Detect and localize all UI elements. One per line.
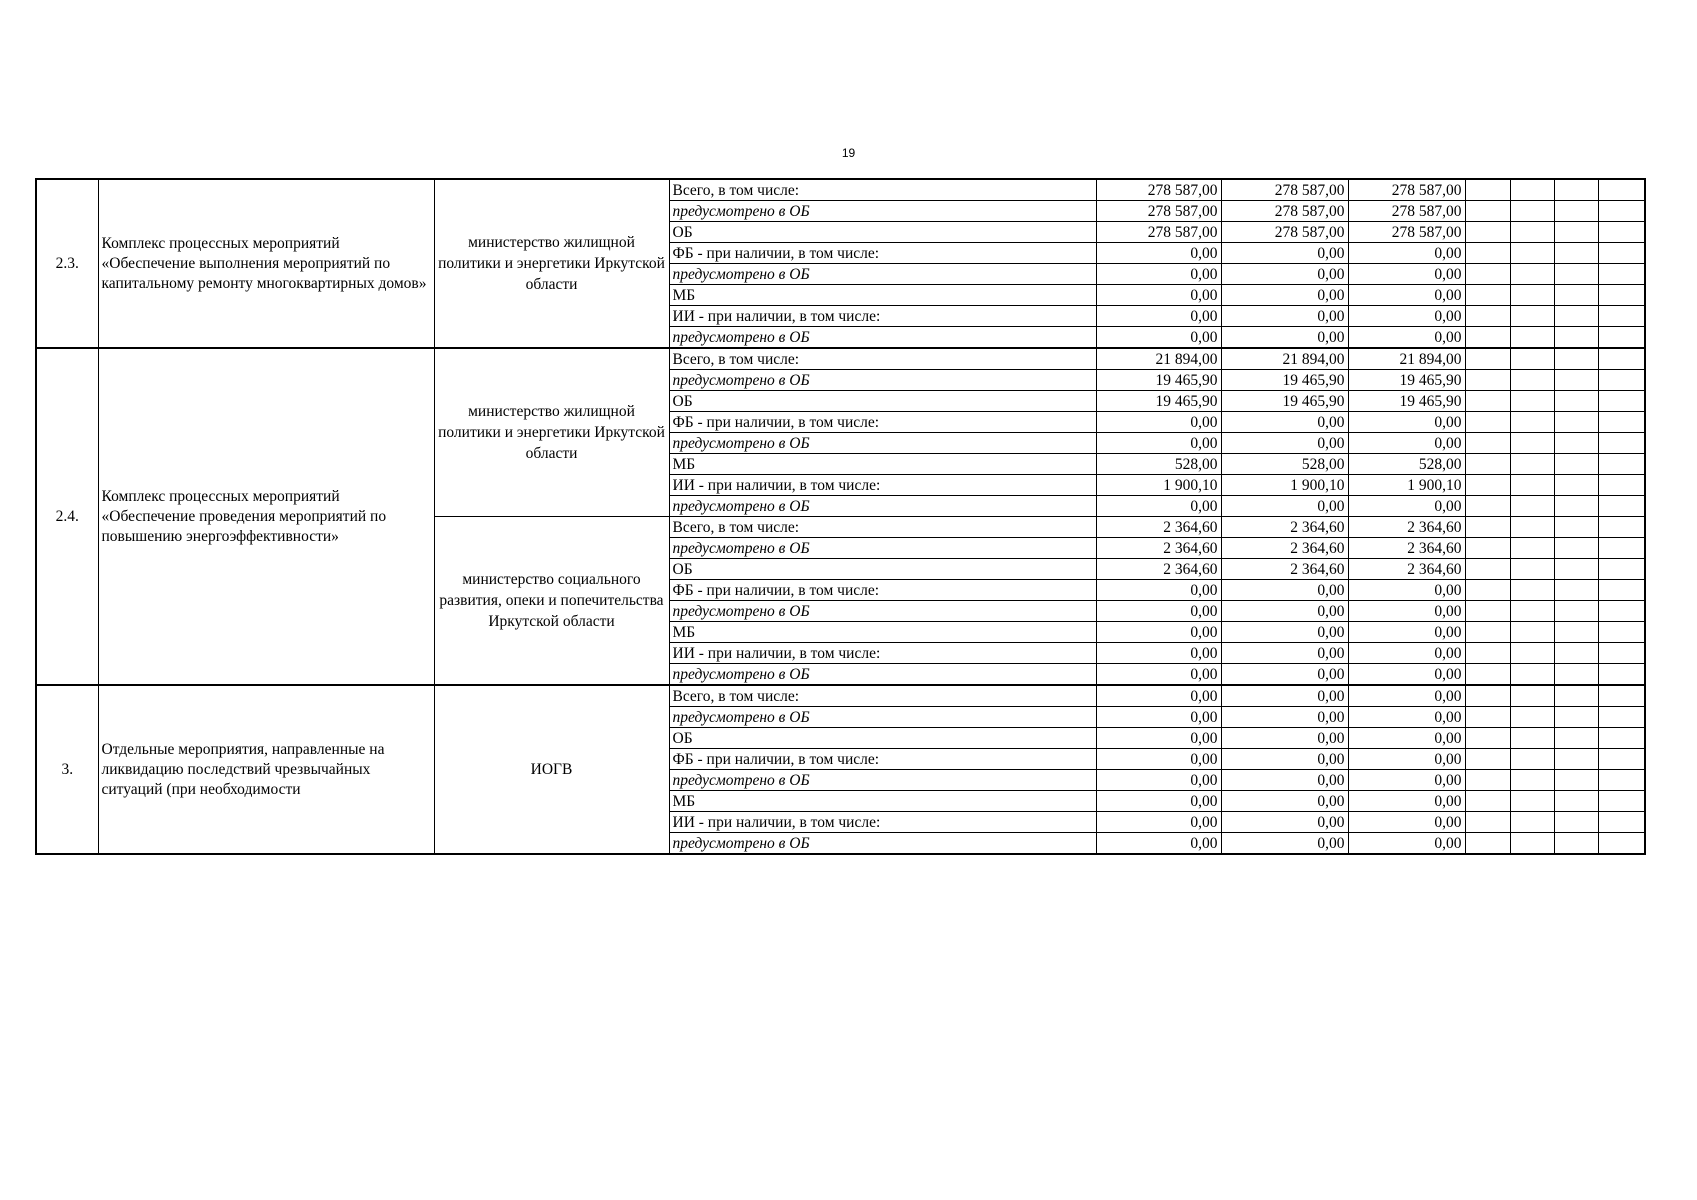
amount-cell: 0,00 [1096,327,1221,349]
empty-cell [1510,454,1554,475]
empty-cell [1598,643,1645,664]
amount-cell: 0,00 [1348,812,1465,833]
amount-cell: 0,00 [1221,685,1348,707]
budget-table [35,178,1646,855]
page-number: 19 [841,146,856,160]
empty-cell [1465,391,1510,412]
empty-cell [1554,348,1598,370]
empty-cell [1510,707,1554,728]
empty-cell [1510,580,1554,601]
amount-cell: 0,00 [1348,264,1465,285]
funding-source-label: предусмотрено в ОБ [669,770,1096,791]
empty-cell [1598,264,1645,285]
empty-cell [1465,749,1510,770]
empty-cell [1510,222,1554,243]
empty-cell [1554,601,1598,622]
funding-source-label: МБ [669,285,1096,306]
empty-cell [1554,664,1598,686]
amount-cell: 0,00 [1221,833,1348,855]
activity-name: Комплекс процессных мероприятий «Обеспечение выполнения мероприятий по капитальному ремонту многоквартирных домов» [98,179,434,348]
amount-cell: 21 894,00 [1221,348,1348,370]
funding-source-label: предусмотрено в ОБ [669,538,1096,559]
empty-cell [1598,285,1645,306]
amount-cell: 0,00 [1096,770,1221,791]
empty-cell [1554,201,1598,222]
empty-cell [1554,728,1598,749]
empty-cell [1510,179,1554,201]
empty-cell [1554,517,1598,538]
amount-cell: 0,00 [1096,643,1221,664]
funding-source-label: ОБ [669,559,1096,580]
funding-source-label: МБ [669,622,1096,643]
empty-cell [1598,664,1645,686]
empty-cell [1554,391,1598,412]
empty-cell [1598,770,1645,791]
amount-cell: 21 894,00 [1096,348,1221,370]
amount-cell: 0,00 [1221,264,1348,285]
amount-cell: 528,00 [1221,454,1348,475]
empty-cell [1598,622,1645,643]
amount-cell: 2 364,60 [1348,538,1465,559]
amount-cell: 1 900,10 [1221,475,1348,496]
amount-cell: 278 587,00 [1221,201,1348,222]
empty-cell [1554,580,1598,601]
empty-cell [1554,791,1598,812]
empty-cell [1465,348,1510,370]
funding-source-label: ФБ - при наличии, в том числе: [669,412,1096,433]
executor-name: ИОГВ [434,685,669,854]
amount-cell: 19 465,90 [1221,391,1348,412]
item-number: 2.4. [36,348,98,685]
amount-cell: 0,00 [1221,643,1348,664]
empty-cell [1554,559,1598,580]
empty-cell [1554,433,1598,454]
amount-cell: 0,00 [1348,770,1465,791]
amount-cell: 2 364,60 [1221,517,1348,538]
item-number: 3. [36,685,98,854]
empty-cell [1598,391,1645,412]
empty-cell [1598,475,1645,496]
amount-cell: 0,00 [1348,833,1465,855]
empty-cell [1554,770,1598,791]
empty-cell [1554,812,1598,833]
amount-cell: 0,00 [1221,243,1348,264]
empty-cell [1554,285,1598,306]
amount-cell: 0,00 [1221,433,1348,454]
amount-cell: 0,00 [1348,327,1465,349]
amount-cell: 278 587,00 [1096,201,1221,222]
funding-source-label: ИИ - при наличии, в том числе: [669,812,1096,833]
empty-cell [1554,643,1598,664]
empty-cell [1554,454,1598,475]
amount-cell: 0,00 [1096,243,1221,264]
empty-cell [1510,391,1554,412]
amount-cell: 0,00 [1096,707,1221,728]
empty-cell [1598,201,1645,222]
table-row [36,179,1645,201]
empty-cell [1465,433,1510,454]
empty-cell [1510,348,1554,370]
amount-cell: 0,00 [1096,306,1221,327]
amount-cell: 0,00 [1096,749,1221,770]
amount-cell: 0,00 [1096,496,1221,517]
empty-cell [1465,622,1510,643]
amount-cell: 0,00 [1221,285,1348,306]
amount-cell: 0,00 [1348,685,1465,707]
empty-cell [1598,433,1645,454]
amount-cell: 0,00 [1096,833,1221,855]
empty-cell [1598,791,1645,812]
funding-source-label: ИИ - при наличии, в том числе: [669,306,1096,327]
empty-cell [1465,538,1510,559]
empty-cell [1554,475,1598,496]
empty-cell [1598,454,1645,475]
amount-cell: 0,00 [1221,812,1348,833]
empty-cell [1465,496,1510,517]
empty-cell [1598,833,1645,855]
funding-source-label: предусмотрено в ОБ [669,664,1096,686]
empty-cell [1554,749,1598,770]
amount-cell: 19 465,90 [1348,370,1465,391]
empty-cell [1554,222,1598,243]
empty-cell [1598,370,1645,391]
amount-cell: 0,00 [1348,285,1465,306]
empty-cell [1554,264,1598,285]
empty-cell [1598,412,1645,433]
amount-cell: 528,00 [1348,454,1465,475]
funding-source-label: Всего, в том числе: [669,685,1096,707]
amount-cell: 0,00 [1221,749,1348,770]
empty-cell [1598,327,1645,349]
empty-cell [1554,707,1598,728]
empty-cell [1554,412,1598,433]
empty-cell [1598,685,1645,707]
amount-cell: 2 364,60 [1221,538,1348,559]
empty-cell [1510,812,1554,833]
empty-cell [1510,559,1554,580]
amount-cell: 2 364,60 [1096,559,1221,580]
empty-cell [1465,264,1510,285]
empty-cell [1465,664,1510,686]
empty-cell [1510,327,1554,349]
amount-cell: 2 364,60 [1096,538,1221,559]
amount-cell: 0,00 [1348,664,1465,686]
amount-cell: 0,00 [1096,622,1221,643]
empty-cell [1465,370,1510,391]
amount-cell: 0,00 [1348,306,1465,327]
empty-cell [1510,306,1554,327]
amount-cell: 0,00 [1221,791,1348,812]
empty-cell [1465,770,1510,791]
amount-cell: 0,00 [1221,496,1348,517]
executor-name: министерство жилищной политики и энергетики Иркутской области [434,179,669,348]
amount-cell: 19 465,90 [1096,370,1221,391]
amount-cell: 1 900,10 [1096,475,1221,496]
empty-cell [1598,517,1645,538]
amount-cell: 0,00 [1348,580,1465,601]
empty-cell [1598,496,1645,517]
amount-cell: 0,00 [1221,770,1348,791]
amount-cell: 0,00 [1221,707,1348,728]
amount-cell: 0,00 [1221,412,1348,433]
empty-cell [1598,306,1645,327]
amount-cell: 19 465,90 [1221,370,1348,391]
empty-cell [1510,201,1554,222]
amount-cell: 0,00 [1348,433,1465,454]
empty-cell [1598,179,1645,201]
amount-cell: 0,00 [1096,264,1221,285]
empty-cell [1598,749,1645,770]
amount-cell: 2 364,60 [1221,559,1348,580]
amount-cell: 19 465,90 [1348,391,1465,412]
empty-cell [1554,622,1598,643]
empty-cell [1510,685,1554,707]
empty-cell [1465,222,1510,243]
table-row [36,685,1645,707]
amount-cell: 0,00 [1348,749,1465,770]
activity-name: Комплекс процессных мероприятий «Обеспечение проведения мероприятий по повышению энергоэффективности» [98,348,434,685]
amount-cell: 278 587,00 [1348,222,1465,243]
funding-source-label: предусмотрено в ОБ [669,201,1096,222]
funding-source-label: Всего, в том числе: [669,517,1096,538]
funding-source-label: ИИ - при наличии, в том числе: [669,643,1096,664]
amount-cell: 278 587,00 [1096,222,1221,243]
empty-cell [1554,179,1598,201]
empty-cell [1598,222,1645,243]
empty-cell [1465,454,1510,475]
amount-cell: 0,00 [1348,643,1465,664]
table-row [36,348,1645,370]
empty-cell [1465,707,1510,728]
amount-cell: 0,00 [1096,580,1221,601]
activity-name: Отдельные мероприятия, направленные на ликвидацию последствий чрезвычайных ситуаций (при необходимости [98,685,434,854]
amount-cell: 0,00 [1096,685,1221,707]
empty-cell [1510,728,1554,749]
amount-cell: 0,00 [1348,243,1465,264]
empty-cell [1554,370,1598,391]
funding-source-label: ФБ - при наличии, в том числе: [669,243,1096,264]
amount-cell: 0,00 [1221,327,1348,349]
empty-cell [1598,580,1645,601]
funding-source-label: Всего, в том числе: [669,179,1096,201]
amount-cell: 2 364,60 [1348,517,1465,538]
empty-cell [1598,728,1645,749]
amount-cell: 2 364,60 [1348,559,1465,580]
empty-cell [1465,643,1510,664]
empty-cell [1510,285,1554,306]
empty-cell [1510,370,1554,391]
funding-source-label: предусмотрено в ОБ [669,264,1096,285]
empty-cell [1510,475,1554,496]
amount-cell: 0,00 [1348,728,1465,749]
empty-cell [1465,285,1510,306]
empty-cell [1510,243,1554,264]
empty-cell [1510,664,1554,686]
empty-cell [1554,496,1598,517]
amount-cell: 278 587,00 [1096,179,1221,201]
empty-cell [1465,475,1510,496]
amount-cell: 0,00 [1221,580,1348,601]
empty-cell [1465,601,1510,622]
empty-cell [1510,412,1554,433]
amount-cell: 19 465,90 [1096,391,1221,412]
amount-cell: 0,00 [1096,664,1221,686]
amount-cell: 0,00 [1096,728,1221,749]
amount-cell: 278 587,00 [1348,201,1465,222]
empty-cell [1598,243,1645,264]
amount-cell: 0,00 [1348,791,1465,812]
empty-cell [1465,201,1510,222]
amount-cell: 0,00 [1221,601,1348,622]
amount-cell: 0,00 [1096,791,1221,812]
empty-cell [1598,538,1645,559]
funding-source-label: предусмотрено в ОБ [669,433,1096,454]
amount-cell: 0,00 [1348,496,1465,517]
funding-source-label: ИИ - при наличии, в том числе: [669,475,1096,496]
amount-cell: 528,00 [1096,454,1221,475]
funding-source-label: ФБ - при наличии, в том числе: [669,749,1096,770]
amount-cell: 278 587,00 [1221,222,1348,243]
amount-cell: 0,00 [1348,601,1465,622]
amount-cell: 0,00 [1221,622,1348,643]
empty-cell [1510,601,1554,622]
amount-cell: 278 587,00 [1221,179,1348,201]
empty-cell [1465,306,1510,327]
empty-cell [1465,812,1510,833]
empty-cell [1465,833,1510,855]
empty-cell [1510,538,1554,559]
amount-cell: 0,00 [1096,601,1221,622]
empty-cell [1510,643,1554,664]
empty-cell [1465,559,1510,580]
funding-source-label: ОБ [669,222,1096,243]
empty-cell [1554,538,1598,559]
empty-cell [1510,264,1554,285]
funding-source-label: предусмотрено в ОБ [669,370,1096,391]
amount-cell: 278 587,00 [1348,179,1465,201]
amount-cell: 0,00 [1348,707,1465,728]
funding-source-label: предусмотрено в ОБ [669,327,1096,349]
funding-source-label: ФБ - при наличии, в том числе: [669,580,1096,601]
empty-cell [1598,707,1645,728]
empty-cell [1465,179,1510,201]
funding-source-label: Всего, в том числе: [669,348,1096,370]
funding-source-label: ОБ [669,391,1096,412]
empty-cell [1598,812,1645,833]
empty-cell [1510,833,1554,855]
empty-cell [1510,770,1554,791]
amount-cell: 2 364,60 [1096,517,1221,538]
empty-cell [1465,791,1510,812]
funding-source-label: МБ [669,791,1096,812]
funding-source-label: ОБ [669,728,1096,749]
empty-cell [1465,517,1510,538]
amount-cell: 0,00 [1096,812,1221,833]
amount-cell: 21 894,00 [1348,348,1465,370]
funding-source-label: предусмотрено в ОБ [669,707,1096,728]
empty-cell [1465,580,1510,601]
empty-cell [1510,517,1554,538]
empty-cell [1465,327,1510,349]
funding-source-label: предусмотрено в ОБ [669,601,1096,622]
empty-cell [1465,685,1510,707]
empty-cell [1465,728,1510,749]
amount-cell: 0,00 [1096,433,1221,454]
amount-cell: 0,00 [1348,622,1465,643]
funding-source-label: предусмотрено в ОБ [669,496,1096,517]
amount-cell: 0,00 [1221,728,1348,749]
amount-cell: 0,00 [1221,306,1348,327]
amount-cell: 0,00 [1096,285,1221,306]
empty-cell [1465,243,1510,264]
empty-cell [1554,685,1598,707]
funding-source-label: предусмотрено в ОБ [669,833,1096,855]
empty-cell [1554,306,1598,327]
empty-cell [1554,833,1598,855]
empty-cell [1554,243,1598,264]
amount-cell: 0,00 [1348,412,1465,433]
empty-cell [1465,412,1510,433]
empty-cell [1598,601,1645,622]
funding-source-label: МБ [669,454,1096,475]
executor-name: министерство социального развития, опеки и попечительства Иркутской области [434,517,669,686]
empty-cell [1510,622,1554,643]
empty-cell [1510,791,1554,812]
amount-cell: 0,00 [1096,412,1221,433]
empty-cell [1598,559,1645,580]
empty-cell [1554,327,1598,349]
item-number: 2.3. [36,179,98,348]
empty-cell [1510,749,1554,770]
empty-cell [1598,348,1645,370]
amount-cell: 0,00 [1221,664,1348,686]
executor-name: министерство жилищной политики и энергетики Иркутской области [434,348,669,517]
amount-cell: 1 900,10 [1348,475,1465,496]
empty-cell [1510,433,1554,454]
empty-cell [1510,496,1554,517]
